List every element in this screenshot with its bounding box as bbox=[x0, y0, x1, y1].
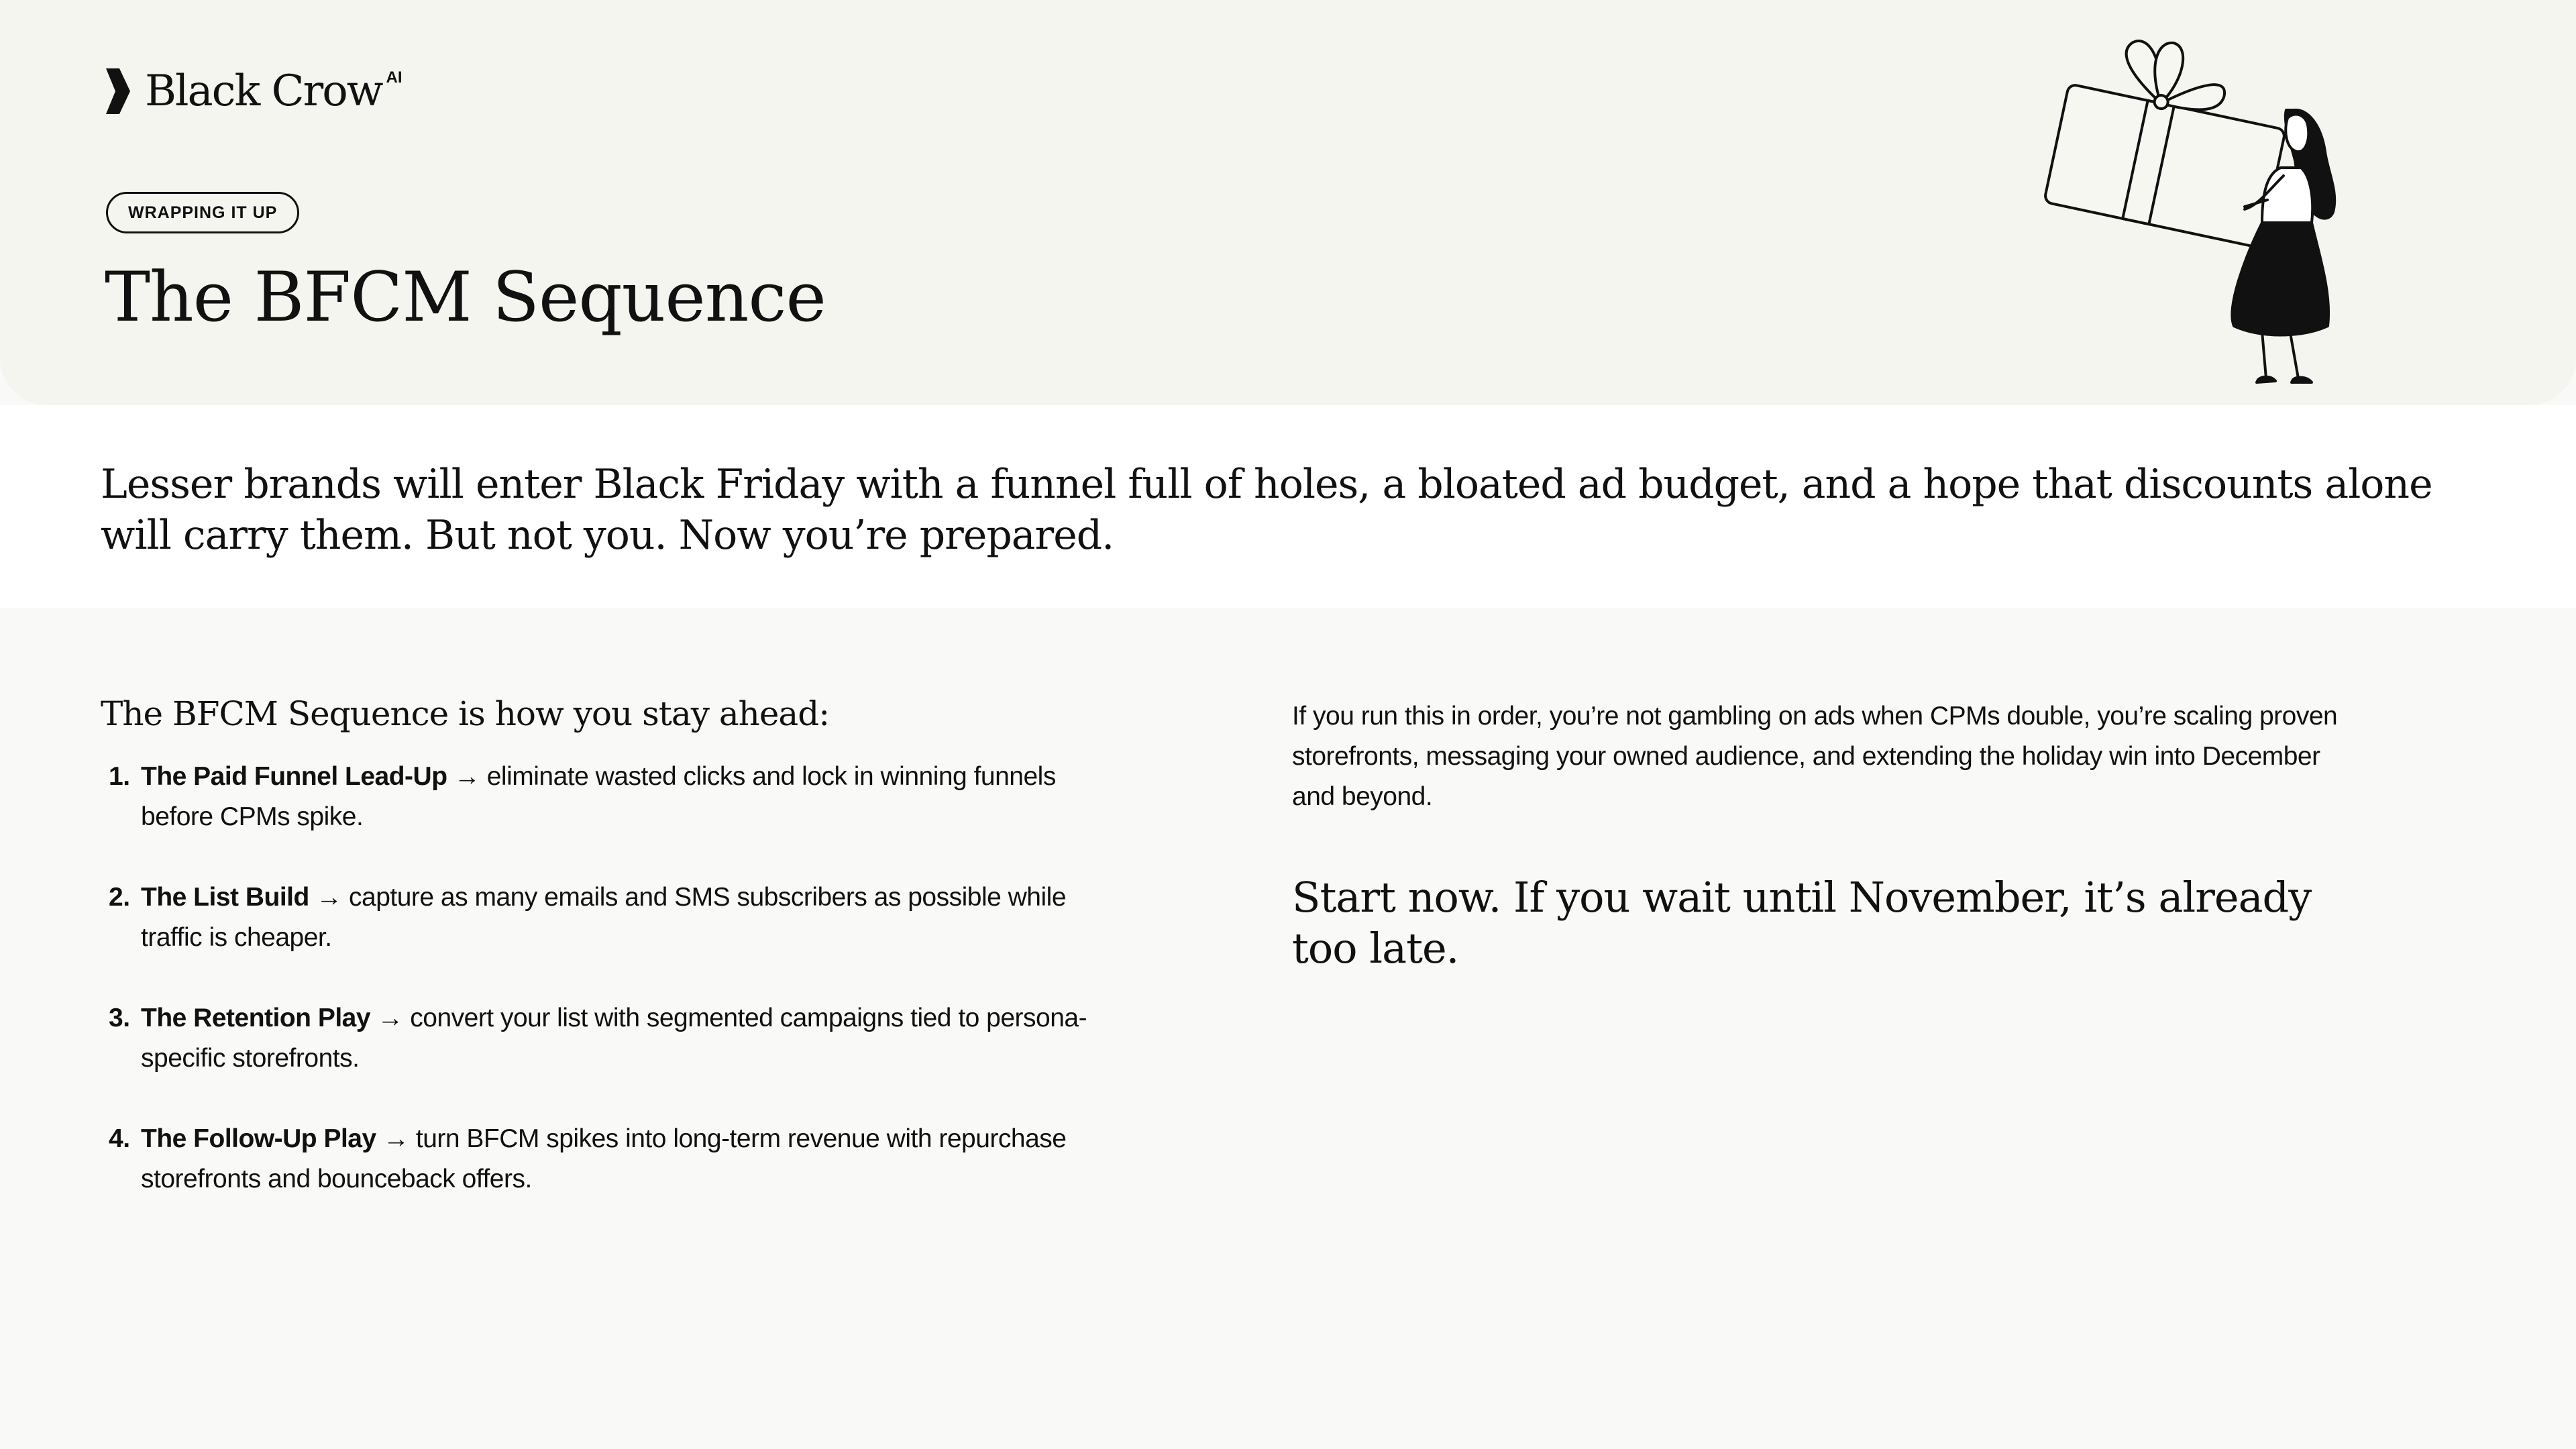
list-item-description: eliminate wasted clicks and lock in winning funnels before CPMs spike. bbox=[141, 762, 1056, 831]
brand-name: Black Crow bbox=[145, 66, 382, 116]
list-item-description: convert your list with segmented campaigns tied to persona-specific storefronts. bbox=[141, 1004, 1087, 1073]
list-item-name: The Follow-Up Play bbox=[141, 1124, 376, 1153]
list-item-name: The Paid Funnel Lead-Up bbox=[141, 762, 447, 791]
section-tag: WRAPPING IT UP bbox=[106, 192, 299, 233]
header-band bbox=[0, 0, 2576, 405]
sequence-list bbox=[101, 757, 1093, 1199]
list-item bbox=[101, 998, 1093, 1079]
list-item-description: turn BFCM spikes into long-term revenue with repurchase storefronts and bounceback offers. bbox=[141, 1124, 1067, 1193]
arrow-right-icon: → bbox=[316, 883, 342, 912]
sequence-column bbox=[101, 694, 1093, 1240]
sequence-heading: The BFCM Sequence is how you stay ahead: bbox=[101, 694, 830, 733]
summary-paragraph: If you run this in order, you’re not gambling on ads when CPMs double, you’re scaling proven storefronts, messaging your owned audience, and extending the holiday win into December and beyond. bbox=[1292, 702, 2338, 811]
summary-column bbox=[1292, 696, 2365, 974]
list-item-number: 2. bbox=[109, 883, 130, 912]
woman-holding-gift-box-illustration bbox=[2012, 24, 2375, 400]
summary-callout: Start now. If you wait until November, it’s already too late. bbox=[1292, 873, 2312, 973]
list-item bbox=[101, 1119, 1093, 1199]
list-item bbox=[101, 757, 1093, 837]
brand-logo[interactable] bbox=[105, 64, 402, 118]
list-item-number: 4. bbox=[109, 1124, 130, 1153]
crow-chevron-logo-icon bbox=[105, 67, 131, 115]
list-item-name: The Retention Play bbox=[141, 1004, 371, 1032]
list-item-name: The List Build bbox=[141, 883, 309, 912]
brand-superscript: AI bbox=[386, 68, 402, 87]
list-item-number: 1. bbox=[109, 762, 130, 791]
list-item-description: capture as many emails and SMS subscribers as possible while traffic is cheaper. bbox=[141, 883, 1067, 952]
arrow-right-icon: → bbox=[453, 762, 480, 791]
arrow-right-icon: → bbox=[383, 1124, 409, 1153]
intro-paragraph: Lesser brands will enter Black Friday with a funnel full of holes, a bloated ad budget, and a hope that discounts alone will carry them. But not you. Now you’re prepared. bbox=[101, 461, 2432, 559]
list-item-number: 3. bbox=[109, 1004, 130, 1032]
intro-band bbox=[0, 405, 2576, 608]
list-item bbox=[101, 877, 1093, 958]
arrow-right-icon: → bbox=[377, 1004, 403, 1032]
page-title: The BFCM Sequence bbox=[105, 258, 826, 337]
